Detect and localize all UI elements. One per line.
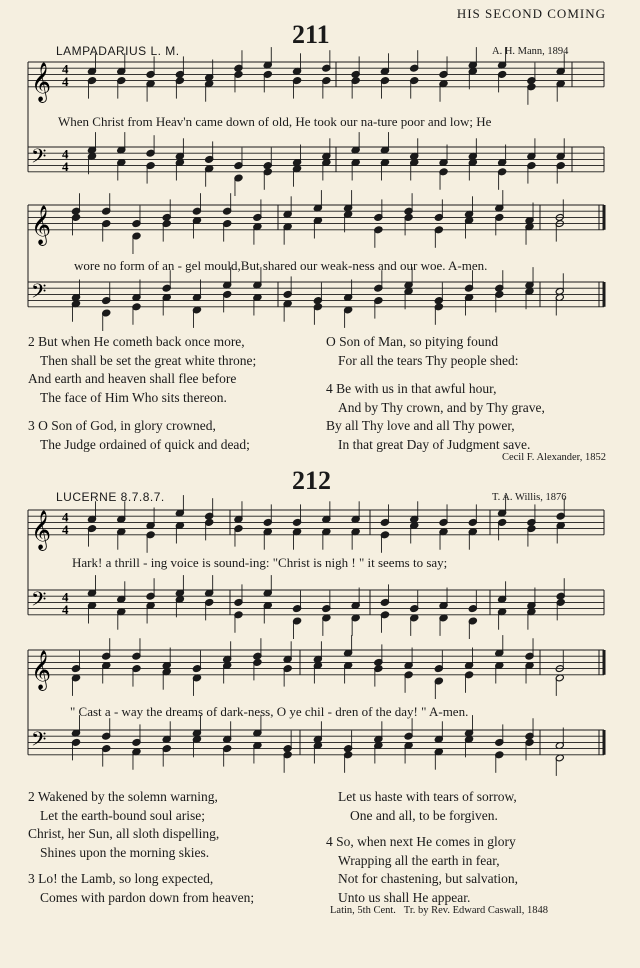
verse-line: Comes with pardon down from heaven; xyxy=(40,889,255,905)
verse-2-211 xyxy=(28,333,328,407)
lyric-212-line2: " Cast a - way the dreams of dark-ness, O ye chil - dren of the day! " A-men. xyxy=(70,704,469,719)
lyric-211-line1: When Christ from Heav'n came down of old, He took our na-ture poor and low; He xyxy=(58,114,492,129)
verse-number: 4 xyxy=(326,381,333,396)
lyric-211-line2: wore no form of an - gel mould,But shared our weak-ness and our woe. A-men. xyxy=(74,258,488,273)
verses-212-left xyxy=(28,788,328,907)
treble-clef-icon: 𝄞 xyxy=(31,204,52,245)
bass-clef-icon: 𝄢 xyxy=(31,144,47,173)
time-signature-digit: 4 xyxy=(62,158,69,174)
time-signature-digit: 4 xyxy=(62,521,69,537)
time-signature-digit: 4 xyxy=(62,73,69,89)
verses-211-left xyxy=(28,333,328,454)
treble-clef-icon: 𝄞 xyxy=(31,61,52,102)
verse-3-cont-212 xyxy=(326,788,616,825)
verse-line: The face of Him Who sits thereon. xyxy=(40,389,227,405)
time-signature-digit: 4 xyxy=(62,61,69,77)
treble-clef-icon: 𝄞 xyxy=(31,509,52,550)
verse-line: And by Thy crown, and by Thy grave, xyxy=(338,399,545,415)
verse-line: But when He cometh back once more, xyxy=(38,334,245,349)
running-head: HIS SECOND COMING xyxy=(456,6,606,21)
verse-number: 3 xyxy=(28,871,35,886)
tune-name-211: LAMPADARIUS L. M. xyxy=(56,44,180,58)
verse-3-212 xyxy=(28,870,328,907)
credit-source: Latin, 5th Cent. xyxy=(330,905,396,916)
verse-line: Christ, her Sun, all sloth dispelling, xyxy=(28,826,220,841)
verse-line: Let the earth-bound soul arise; xyxy=(40,807,205,823)
verse-line: Unto us shall He appear. xyxy=(338,889,471,905)
composer-211: A. H. Mann, 1894 xyxy=(492,46,569,57)
bass-clef-icon: 𝄢 xyxy=(31,727,47,756)
treble-clef-icon: 𝄞 xyxy=(31,649,52,690)
time-signature-digit: 4 xyxy=(62,509,69,525)
credit-211: Cecil F. Alexander, 1852 xyxy=(501,452,606,463)
verse-line: Lo! the Lamb, so long expected, xyxy=(38,871,214,886)
verse-line: In that great Day of Judgment save. xyxy=(338,436,531,452)
verse-line: For all the tears Thy people shed: xyxy=(338,352,519,368)
verse-line: Then shall be set the great white throne; xyxy=(40,352,257,368)
composer-212: T. A. Willis, 1876 xyxy=(492,492,567,503)
verse-number: 2 xyxy=(28,789,35,804)
verse-line: One and all, to be forgiven. xyxy=(350,807,498,823)
verse-line: The Judge ordained of quick and dead; xyxy=(40,436,250,452)
verse-line: And earth and heaven shall flee before xyxy=(28,371,237,386)
verse-3-211 xyxy=(28,417,328,454)
verses-211-right xyxy=(326,333,616,454)
verse-line: So, when next He comes in glory xyxy=(336,834,516,849)
bass-clef-icon: 𝄢 xyxy=(31,587,47,616)
verse-number: 3 xyxy=(28,418,35,433)
verse-line: Not for chastening, but salvation, xyxy=(338,871,518,886)
lyric-212-line1: Hark! a thrill - ing voice is sound-ing: "Christ is nigh ! " it seems to say; xyxy=(72,555,448,570)
credit-212 xyxy=(330,905,548,916)
verse-line: O Son of God, in glory crowned, xyxy=(38,418,216,433)
verse-3-cont-211 xyxy=(326,333,616,370)
verse-line: Be with us in that awful hour, xyxy=(336,381,497,396)
time-signature-digit: 4 xyxy=(62,589,69,605)
verse-4-211 xyxy=(326,380,616,454)
verse-2-212 xyxy=(28,788,328,862)
tune-name-212: LUCERNE 8.7.8.7. xyxy=(56,490,165,504)
bass-clef-icon: 𝄢 xyxy=(31,279,47,308)
hymn-number-211: 211 xyxy=(292,20,330,49)
verse-number: 4 xyxy=(326,834,333,849)
verse-line: Wakened by the solemn warning, xyxy=(37,789,218,804)
verse-line: Let us haste with tears of sorrow, xyxy=(338,789,517,804)
verse-line: Wrapping all the earth in fear, xyxy=(338,852,500,868)
time-signature-digit: 4 xyxy=(62,146,69,162)
credit-translator: Tr. by Rev. Edward Caswall, 1848 xyxy=(403,905,548,916)
verse-4-212 xyxy=(326,833,616,907)
hymn-number-212: 212 xyxy=(292,466,331,495)
time-signature-digit: 4 xyxy=(62,601,69,617)
verses-212-right xyxy=(326,788,616,907)
verse-line: O Son of Man, so pitying found xyxy=(326,334,499,349)
verse-line: By all Thy love and all Thy power, xyxy=(326,418,515,433)
verse-number: 2 xyxy=(28,334,35,349)
verse-line: Shines upon the morning skies. xyxy=(40,844,210,860)
